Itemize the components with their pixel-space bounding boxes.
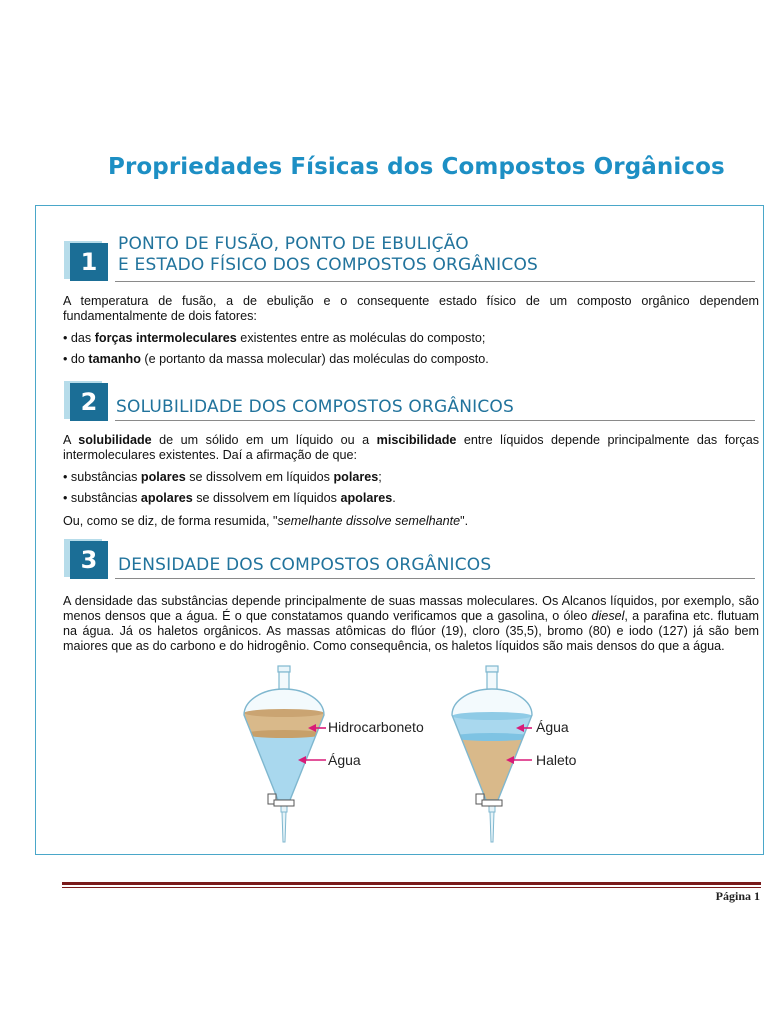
text: A densidade das substâncias depende principalmente de suas massas moleculares. Os Alcanos líquidos, por exemplo, são menos densos que a água. É o que constatamos quando verificamos que a gasolina, o óleo <box>63 594 759 623</box>
section-2-bullet-1 <box>63 470 382 485</box>
section-2-bullet-2 <box>63 491 396 506</box>
keyword: apolares <box>340 491 393 505</box>
page-title: Propriedades Físicas dos Compostos Orgânicos <box>108 154 725 180</box>
text: A <box>63 433 79 447</box>
footer-rule-thin <box>62 887 761 888</box>
label-agua-left: Água <box>328 752 361 768</box>
section-2-rule <box>115 420 755 421</box>
section-1-intro: A temperatura de fusão, a de ebulição e o consequente estado físico de um composto orgânico dependem fundamentalmente de dois fatores: <box>63 294 759 323</box>
bullet-keyword: tamanho <box>88 352 141 366</box>
section-2-heading: SOLUBILIDADE DOS COMPOSTOS ORGÂNICOS <box>116 397 514 417</box>
section-1-heading-line1: PONTO DE FUSÃO, PONTO DE EBULIÇÃO <box>118 234 469 254</box>
text: , a parafina etc. flutuam na água. Já os haletos orgânicos. As massas atômicas do flúor (19), cloro (35,5), bromo (80) e iodo (127) já são bem maiores que as do carbono e do hidrogênio. Como consequência, os haletos líquidos são mais densos do que a água. <box>63 609 759 653</box>
bullet-text: (e portanto da massa molecular) das moléculas do composto. <box>140 352 489 366</box>
text: Ou, como se diz, de forma resumida, " <box>63 514 278 528</box>
page-number: Página 1 <box>715 889 760 903</box>
section-3-heading: DENSIDADE DOS COMPOSTOS ORGÂNICOS <box>118 555 492 575</box>
section-1-rule <box>115 281 755 282</box>
section-3-paragraph <box>63 594 759 654</box>
footer-rule <box>62 882 761 885</box>
section-2-intro <box>63 433 759 463</box>
section-3-number: 3 <box>70 541 108 579</box>
section-1-heading <box>118 234 538 276</box>
keyword: apolares <box>140 491 193 505</box>
label-hidrocarboneto: Hidrocarboneto <box>328 719 424 735</box>
text: se dissolvem em líquidos <box>192 491 341 505</box>
left-funnel <box>239 666 329 842</box>
italic-term: diesel <box>591 609 625 623</box>
text: se dissolvem em líquidos <box>185 470 334 484</box>
section-1-heading-line2: E ESTADO FÍSICO DOS COMPOSTOS ORGÂNICOS <box>118 255 539 275</box>
label-agua-right: Água <box>536 719 569 735</box>
bullet-text: existentes entre as moléculas do composto; <box>236 331 486 345</box>
section-2-number: 2 <box>70 383 108 421</box>
bullet-keyword: forças intermoleculares <box>94 331 237 345</box>
section-1-bullet-2 <box>63 352 489 367</box>
keyword: polares <box>140 470 186 484</box>
section-1-number: 1 <box>70 243 108 281</box>
keyword: solubilidade <box>78 433 152 447</box>
text: • substâncias <box>63 491 141 505</box>
section-1-bullet-1 <box>63 331 485 346</box>
text: . <box>392 491 396 505</box>
keyword: miscibilidade <box>376 433 457 447</box>
section-2-summary <box>63 514 468 529</box>
keyword: polares <box>333 470 379 484</box>
text: de um sólido em um líquido ou a <box>151 433 377 447</box>
text: • substâncias <box>63 470 141 484</box>
right-funnel <box>447 666 537 842</box>
label-haleto: Haleto <box>536 752 577 768</box>
quote: semelhante dissolve semelhante <box>277 514 461 528</box>
text: ; <box>378 470 382 484</box>
bullet-prefix: • do <box>63 352 89 366</box>
text: ". <box>460 514 469 528</box>
text: entre líquidos depende principalmente das forças intermoleculares existentes. Daí a afirmação de que: <box>63 433 759 462</box>
section-3-rule <box>115 578 755 579</box>
bullet-prefix: • das <box>63 331 95 345</box>
